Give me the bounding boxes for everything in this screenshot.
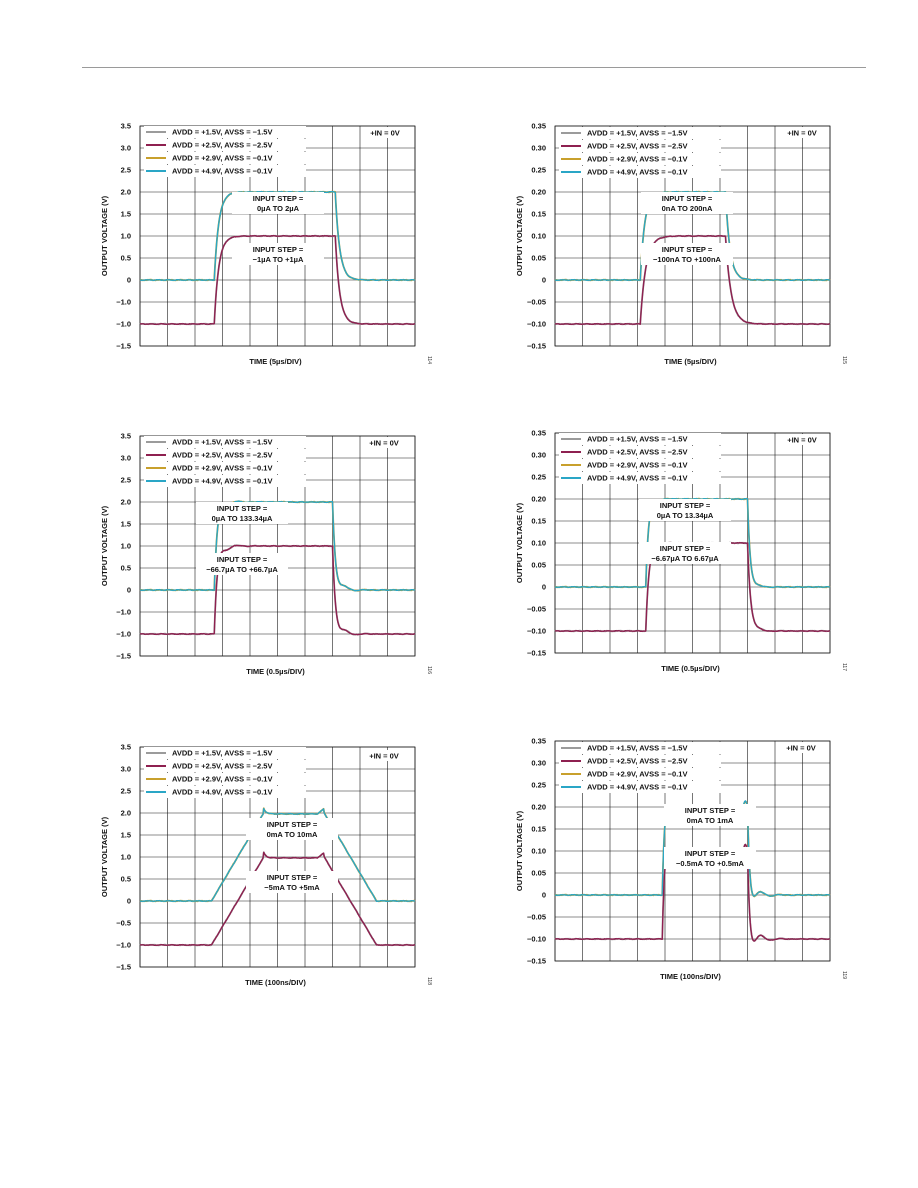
- y-tick-label: −0.10: [527, 626, 546, 636]
- annotation: [196, 553, 288, 575]
- annotation: [246, 871, 338, 893]
- y-tick-label: 0.25: [531, 780, 546, 790]
- y-tick-label: 0: [126, 896, 131, 906]
- y-tick-label: 1.0: [120, 852, 131, 862]
- y-tick-label: 3.5: [120, 431, 131, 441]
- legend-entry: AVDD = +1.5V, AVSS = −1.5V: [587, 434, 688, 444]
- legend-entry: AVDD = +2.5V, AVSS = −2.5V: [172, 450, 273, 460]
- legend-entry: AVDD = +1.5V, AVSS = −1.5V: [172, 437, 273, 447]
- y-tick-label: −1.0: [116, 629, 131, 639]
- chart-4: [505, 419, 845, 689]
- x-axis-title: TIME (5µs/DIV): [664, 357, 717, 366]
- legend: [559, 127, 721, 178]
- annotation-line: INPUT STEP =: [216, 555, 268, 564]
- y-tick-label: 0.30: [531, 758, 546, 768]
- annotation-line: INPUT STEP =: [684, 849, 736, 858]
- legend-entry: AVDD = +4.9V, AVSS = −0.1V: [587, 473, 688, 483]
- chart-5: [90, 733, 430, 1003]
- legend-entry: AVDD = +2.5V, AVSS = −2.5V: [587, 141, 688, 151]
- legend-entry: AVDD = +2.5V, AVSS = −2.5V: [587, 756, 688, 766]
- y-tick-label: 0: [126, 585, 131, 595]
- chart-panel-4: [505, 419, 847, 689]
- annotation-line: 0µA TO 13.34µA: [656, 511, 714, 520]
- y-tick-label: 2.5: [120, 786, 131, 796]
- y-axis-title: OUTPUT VOLTAGE (V): [515, 502, 524, 584]
- legend: [559, 433, 721, 484]
- header-rule: [82, 67, 866, 68]
- y-tick-label: −1.5: [116, 651, 131, 661]
- y-tick-label: −1.5: [116, 962, 131, 972]
- y-tick-label: 0.05: [531, 868, 546, 878]
- legend-entry: AVDD = +1.5V, AVSS = −1.5V: [172, 127, 273, 137]
- legend: [559, 742, 721, 793]
- legend-entry: AVDD = +1.5V, AVSS = −1.5V: [587, 743, 688, 753]
- annotation-line: −66.7µA TO +66.7µA: [206, 565, 278, 574]
- y-tick-label: 0.35: [531, 428, 546, 438]
- figure-id: 116: [426, 666, 432, 674]
- annotation-line: 0mA TO 1mA: [686, 816, 734, 825]
- annotation: [246, 818, 338, 840]
- y-tick-label: 0.10: [531, 538, 546, 548]
- y-axis-title: OUTPUT VOLTAGE (V): [100, 505, 109, 587]
- y-tick-label: −0.15: [527, 956, 546, 966]
- legend-entry: AVDD = +4.9V, AVSS = −0.1V: [172, 787, 273, 797]
- annotation: [196, 502, 288, 524]
- annotation-line: INPUT STEP =: [252, 194, 304, 203]
- y-tick-label: 0.30: [531, 143, 546, 153]
- annotation-line: INPUT STEP =: [659, 501, 711, 510]
- y-tick-label: 1.0: [120, 231, 131, 241]
- y-tick-label: −0.15: [527, 341, 546, 351]
- legend-entry: AVDD = +4.9V, AVSS = −0.1V: [587, 167, 688, 177]
- legend-entry: AVDD = +1.5V, AVSS = −1.5V: [587, 128, 688, 138]
- chart-panel-3: [90, 422, 432, 692]
- y-tick-label: −1.0: [116, 940, 131, 950]
- y-tick-label: −0.05: [527, 604, 546, 614]
- x-axis-title: TIME (0.5µs/DIV): [246, 667, 305, 676]
- y-tick-label: −0.15: [527, 648, 546, 658]
- annotation: [639, 499, 731, 521]
- y-tick-label: 0: [126, 275, 131, 285]
- chart-panel-2: [505, 112, 847, 382]
- chart-2: [505, 112, 845, 382]
- legend: [144, 436, 306, 487]
- y-axis-title: OUTPUT VOLTAGE (V): [515, 195, 524, 277]
- legend-entry: AVDD = +2.9V, AVSS = −0.1V: [172, 153, 273, 163]
- corner-note: +IN = 0V: [787, 435, 817, 445]
- legend-entry: AVDD = +4.9V, AVSS = −0.1V: [172, 476, 273, 486]
- annotation-line: INPUT STEP =: [216, 504, 268, 513]
- corner-note: +IN = 0V: [786, 743, 816, 753]
- figure-id: 115: [841, 356, 847, 364]
- y-axis-title: OUTPUT VOLTAGE (V): [515, 810, 524, 892]
- corner-note: +IN = 0V: [369, 438, 399, 448]
- annotation-line: −0.5mA TO +0.5mA: [676, 859, 744, 868]
- annotation-line: INPUT STEP =: [266, 873, 318, 882]
- chart-3: [90, 422, 430, 692]
- y-tick-label: 0.20: [531, 187, 546, 197]
- annotation-line: −1µA TO +1µA: [252, 255, 304, 264]
- chart-6: [505, 727, 845, 997]
- chart-1: [90, 112, 430, 382]
- annotation: [641, 243, 733, 265]
- legend: [144, 126, 306, 177]
- annotation: [232, 192, 324, 214]
- y-tick-label: −0.10: [527, 934, 546, 944]
- y-tick-label: 0: [541, 890, 546, 900]
- annotation-line: INPUT STEP =: [661, 245, 713, 254]
- legend-entry: AVDD = +4.9V, AVSS = −0.1V: [172, 166, 273, 176]
- figure-id: 119: [841, 971, 847, 979]
- y-tick-label: 2.5: [120, 165, 131, 175]
- y-tick-label: 0.5: [120, 563, 131, 573]
- y-axis-title: OUTPUT VOLTAGE (V): [100, 195, 109, 277]
- y-tick-label: 2.0: [120, 808, 131, 818]
- annotation-line: −100nA TO +100nA: [653, 255, 721, 264]
- x-axis-title: TIME (100ns/DIV): [245, 978, 306, 987]
- y-tick-label: −1.5: [116, 341, 131, 351]
- figure-id: 117: [841, 663, 847, 671]
- legend-entry: AVDD = +2.9V, AVSS = −0.1V: [587, 769, 688, 779]
- legend: [144, 747, 306, 798]
- legend-entry: AVDD = +2.9V, AVSS = −0.1V: [587, 460, 688, 470]
- annotation-line: INPUT STEP =: [684, 806, 736, 815]
- y-tick-label: −1.0: [116, 607, 131, 617]
- figure-id: 114: [426, 356, 432, 364]
- annotation: [641, 192, 733, 214]
- legend-entry: AVDD = +2.9V, AVSS = −0.1V: [587, 154, 688, 164]
- y-tick-label: 0.15: [531, 209, 546, 219]
- y-tick-label: 0.35: [531, 736, 546, 746]
- y-tick-label: 0.25: [531, 472, 546, 482]
- corner-note: +IN = 0V: [787, 128, 817, 138]
- x-axis-title: TIME (100ns/DIV): [660, 972, 721, 981]
- legend-entry: AVDD = +4.9V, AVSS = −0.1V: [587, 782, 688, 792]
- legend-entry: AVDD = +2.9V, AVSS = −0.1V: [172, 774, 273, 784]
- x-axis-title: TIME (5µs/DIV): [249, 357, 302, 366]
- y-tick-label: 0.10: [531, 846, 546, 856]
- y-tick-label: 0: [541, 275, 546, 285]
- legend-entry: AVDD = +2.5V, AVSS = −2.5V: [587, 447, 688, 457]
- y-tick-label: 2.5: [120, 475, 131, 485]
- x-axis-title: TIME (0.5µs/DIV): [661, 664, 720, 673]
- y-tick-label: 3.5: [120, 121, 131, 131]
- annotation: [664, 804, 756, 826]
- corner-note: +IN = 0V: [370, 128, 400, 138]
- y-tick-label: 1.5: [120, 519, 131, 529]
- y-tick-label: 0.15: [531, 824, 546, 834]
- y-tick-label: 0.25: [531, 165, 546, 175]
- y-tick-label: 3.5: [120, 742, 131, 752]
- y-tick-label: 3.0: [120, 453, 131, 463]
- y-tick-label: 1.0: [120, 541, 131, 551]
- legend-entry: AVDD = +2.9V, AVSS = −0.1V: [172, 463, 273, 473]
- y-tick-label: −1.0: [116, 297, 131, 307]
- chart-panel-5: [90, 733, 432, 1003]
- y-tick-label: 0.5: [120, 874, 131, 884]
- y-tick-label: 3.0: [120, 764, 131, 774]
- annotation-line: INPUT STEP =: [252, 245, 304, 254]
- y-tick-label: 0.05: [531, 560, 546, 570]
- chart-panel-1: [90, 112, 432, 382]
- y-tick-label: −0.10: [527, 319, 546, 329]
- annotation-line: −5mA TO +5mA: [264, 883, 320, 892]
- y-tick-label: 0.35: [531, 121, 546, 131]
- corner-note: +IN = 0V: [369, 751, 399, 761]
- y-tick-label: 1.5: [120, 830, 131, 840]
- y-tick-label: −0.5: [116, 918, 131, 928]
- figure-id: 118: [426, 977, 432, 985]
- annotation: [664, 847, 756, 869]
- annotation-line: −6.67µA TO 6.67µA: [651, 554, 719, 563]
- annotation-line: 0mA TO 10mA: [266, 830, 318, 839]
- y-tick-label: 0.20: [531, 494, 546, 504]
- y-tick-label: −1.0: [116, 319, 131, 329]
- annotation: [639, 542, 731, 564]
- y-tick-label: 3.0: [120, 143, 131, 153]
- annotation-line: 0µA TO 2µA: [257, 204, 299, 213]
- y-tick-label: 2.0: [120, 497, 131, 507]
- y-tick-label: 0.10: [531, 231, 546, 241]
- legend-entry: AVDD = +2.5V, AVSS = −2.5V: [172, 140, 273, 150]
- y-tick-label: 1.5: [120, 209, 131, 219]
- legend-entry: AVDD = +2.5V, AVSS = −2.5V: [172, 761, 273, 771]
- y-tick-label: 0.30: [531, 450, 546, 460]
- y-tick-label: −0.05: [527, 297, 546, 307]
- y-axis-title: OUTPUT VOLTAGE (V): [100, 816, 109, 898]
- chart-panel-6: [505, 727, 847, 997]
- y-tick-label: 0.5: [120, 253, 131, 263]
- y-tick-label: 2.0: [120, 187, 131, 197]
- annotation-line: INPUT STEP =: [266, 820, 318, 829]
- legend-entry: AVDD = +1.5V, AVSS = −1.5V: [172, 748, 273, 758]
- annotation-line: 0µA TO 133.34µA: [211, 514, 273, 523]
- y-tick-label: 0.05: [531, 253, 546, 263]
- annotation-line: INPUT STEP =: [659, 544, 711, 553]
- annotation-line: 0nA TO 200nA: [661, 204, 713, 213]
- y-tick-label: 0.15: [531, 516, 546, 526]
- y-tick-label: 0.20: [531, 802, 546, 812]
- y-tick-label: 0: [541, 582, 546, 592]
- y-tick-label: −0.05: [527, 912, 546, 922]
- annotation-line: INPUT STEP =: [661, 194, 713, 203]
- annotation: [232, 243, 324, 265]
